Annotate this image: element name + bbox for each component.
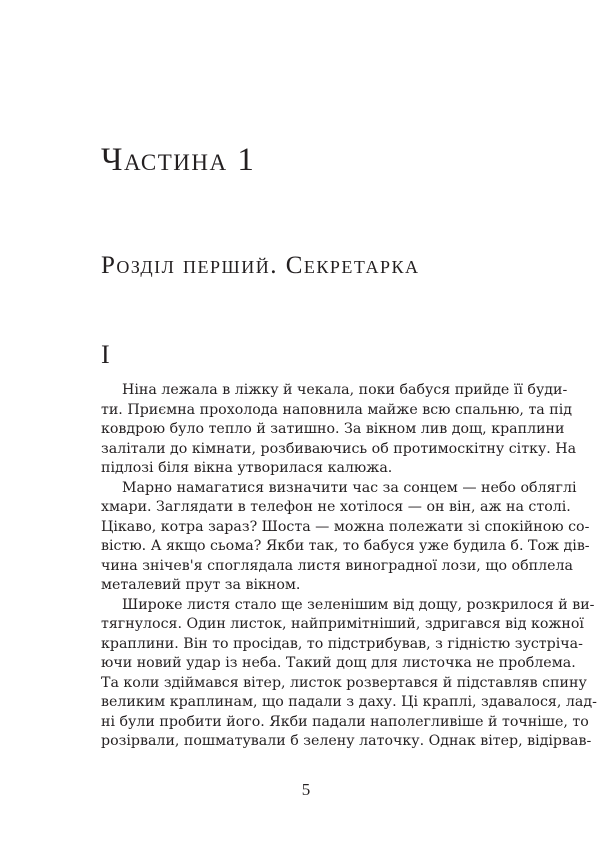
text-line: великим краплинам, що падали з даху. Ці краплі, здавалося, лад-	[101, 694, 597, 710]
body-text	[101, 381, 597, 752]
part-title: Частина 1	[101, 142, 256, 178]
text-line: розірвали, пошматували б зелену латочку. Однак вітер, відірвав-	[101, 733, 592, 749]
text-line: чина знічев'я споглядала листя виноградної лози, що обплела	[101, 557, 573, 574]
text-line: металевий прут за вікном.	[101, 577, 301, 593]
text-line: ти. Приємна прохолода наповнила майже всю спальню, та під	[101, 401, 572, 418]
text-line: ючи новий удар із неба. Такий дощ для листочка не проблема.	[101, 655, 576, 671]
text-line: Марно намагатися визначити час за сонцем — небо обляглі	[122, 479, 577, 496]
chapter-title: Розділ перший. Секретарка	[101, 252, 420, 279]
text-line: Та коли здіймався вітер, листок розвертався й підставляв спину	[101, 674, 587, 691]
text-line: краплини. Він то просідав, то підстрибував, з гідністю зустріча-	[101, 635, 583, 652]
text-line: хмари. Заглядати в телефон не хотілося — он він, аж на столі.	[101, 499, 571, 515]
section-number: I	[101, 340, 112, 369]
text-line: тягнулося. Один листок, найпримітніший, здригався від кожної	[101, 616, 584, 632]
text-line: Ніна лежала в ліжку й чекала, поки бабуся прийде її буди-	[122, 382, 568, 398]
text-line: Цікаво, котра зараз? Шоста — можна полежати зі спокійною со-	[101, 518, 590, 535]
text-line: залітали до кімнати, розбиваючись об протимоскітну сітку. На	[101, 440, 577, 457]
text-line: вістю. А якщо сьома? Якби так, то бабуся уже будила б. Тож дів-	[101, 538, 590, 554]
text-line: ні були пробити його. Якби падали наполегливіше й точніше, то	[101, 713, 589, 730]
page-number: 5	[301, 780, 311, 799]
text-line: Широке листя стало ще зеленішим від дощу, розкрилося й ви-	[122, 596, 595, 613]
text-line: ковдрою було тепло й затишно. За вікном лив дощ, краплини	[101, 421, 565, 437]
text-line: підлозі біля вікна утворилася калюжа.	[101, 460, 393, 476]
